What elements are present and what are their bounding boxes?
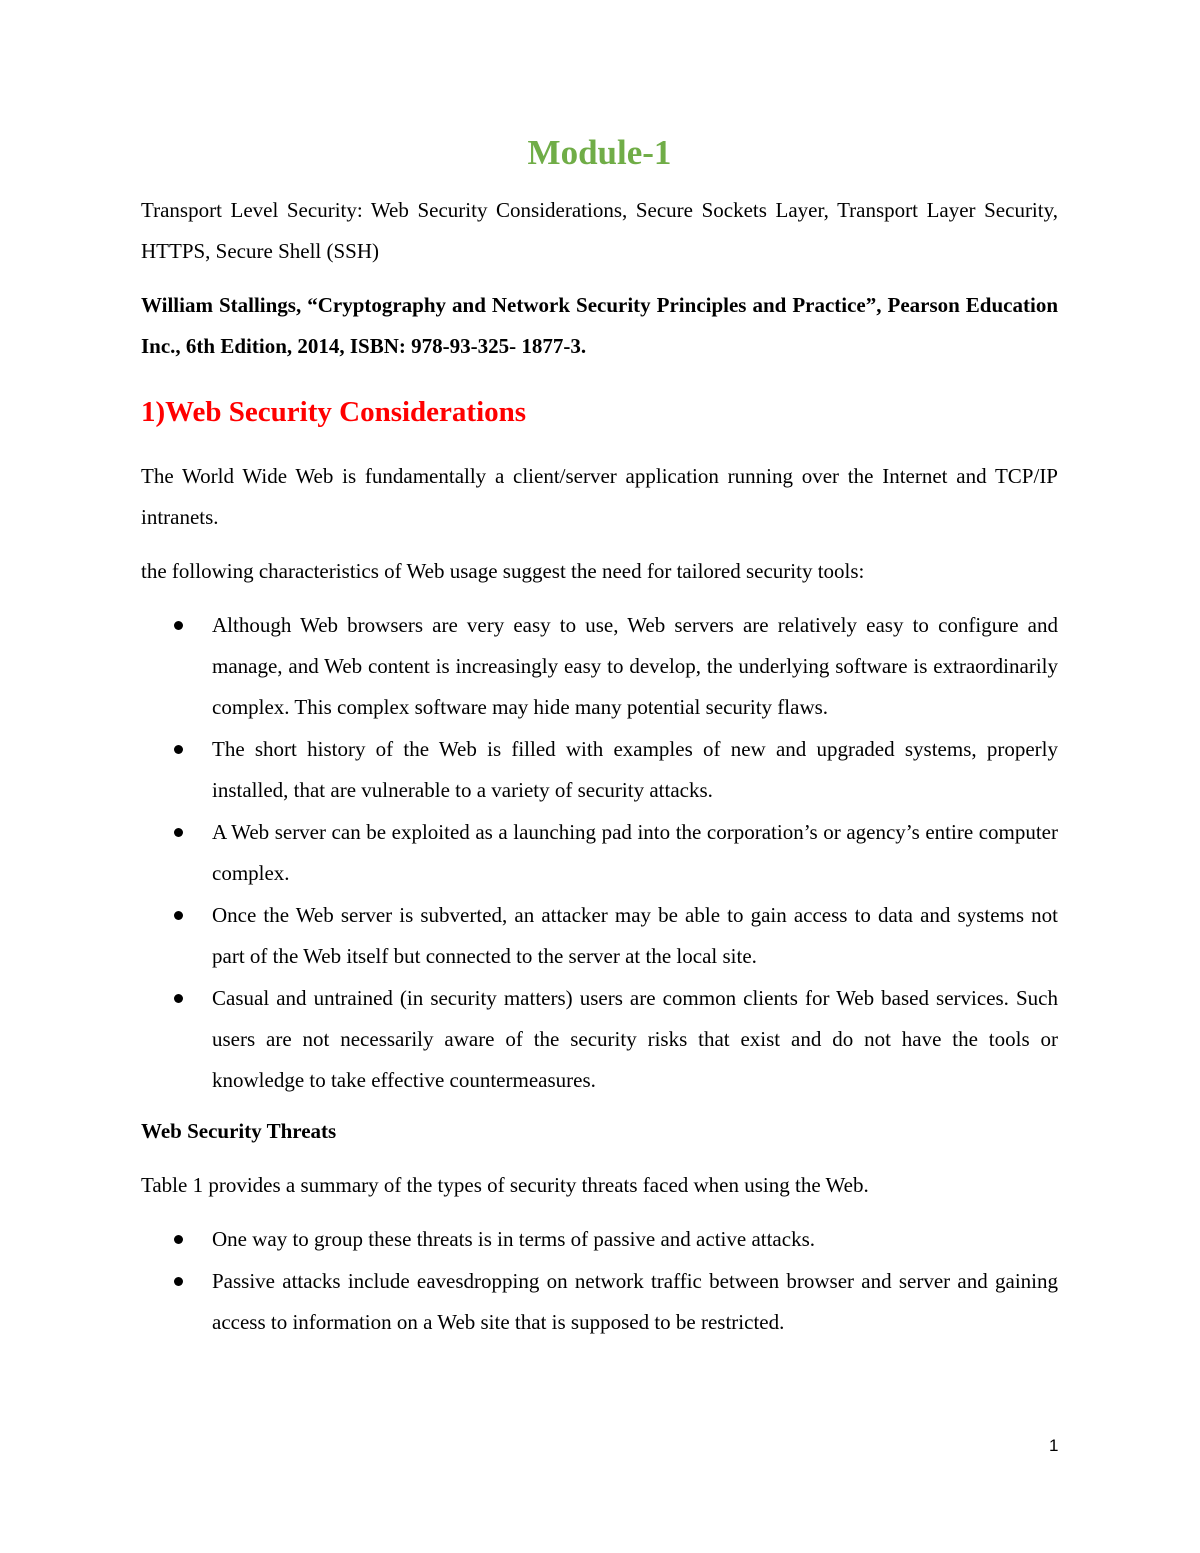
list-item [141, 729, 1058, 811]
subheading-web-security-threats: Web Security Threats [141, 1119, 337, 1143]
list-item-text: Passive attacks include eavesdropping on network traffic between browser and server and gaining access to information on a Web site that is supposed to be restricted. [212, 1269, 1058, 1334]
section-heading-web-security: 1)Web Security Considerations [141, 396, 527, 428]
list-item-text: A Web server can be exploited as a launching pad into the corporation’s or agency’s entire computer complex. [212, 820, 1058, 885]
bullet-icon [174, 828, 183, 837]
list-item [141, 895, 1058, 977]
bullet-icon [174, 1277, 183, 1286]
syllabus-text: Transport Level Security: Web Security Considerations, Secure Sockets Layer, Transport Layer Security, HTTPS, Secure Shell (SSH) [141, 198, 1058, 263]
bullet-icon [174, 911, 183, 920]
list-item [141, 812, 1058, 894]
page-number: 1 [1049, 1436, 1059, 1455]
characteristics-lead-text: the following characteristics of Web usage suggest the need for tailored security tools: [141, 559, 865, 583]
list-item [141, 978, 1058, 1101]
list-item-text: Casual and untrained (in security matters) users are common clients for Web based services. Such users are not necessarily aware of the security risks that exist and do not have the tools or knowledge to take effective countermeasures. [212, 986, 1058, 1092]
threats-list [141, 1219, 1058, 1343]
threats-intro-text: Table 1 provides a summary of the types of security threats faced when using the Web. [141, 1173, 869, 1197]
characteristics-list [141, 605, 1058, 1101]
list-item-text: One way to group these threats is in terms of passive and active attacks. [212, 1227, 815, 1251]
bullet-icon [174, 621, 183, 630]
list-item [141, 1261, 1058, 1343]
list-item-text: Although Web browsers are very easy to use, Web servers are relatively easy to configure and manage, and Web content is increasingly easy to develop, the underlying software is extraordinarily complex. This complex software may hide many potential security flaws. [212, 613, 1058, 719]
list-item [141, 605, 1058, 728]
list-item-text: The short history of the Web is filled with examples of new and upgraded systems, properly installed, that are vulnerable to a variety of security attacks. [212, 737, 1058, 802]
bullet-icon [174, 994, 183, 1003]
module-title: Module-1 [527, 133, 672, 172]
reference-citation: William Stallings, “Cryptography and Network Security Principles and Practice”, Pearson Education Inc., 6th Edition, 2014, ISBN: 978-93-325- 1877-3. [141, 293, 1058, 358]
bullet-icon [174, 1235, 183, 1244]
page-content [141, 128, 1058, 1353]
list-item [141, 1219, 1058, 1260]
bullet-icon [174, 745, 183, 754]
list-item-text: Once the Web server is subverted, an attacker may be able to gain access to data and systems not part of the Web itself but connected to the server at the local site. [212, 903, 1058, 968]
section-intro-text: The World Wide Web is fundamentally a client/server application running over the Internet and TCP/IP intranets. [141, 464, 1058, 529]
